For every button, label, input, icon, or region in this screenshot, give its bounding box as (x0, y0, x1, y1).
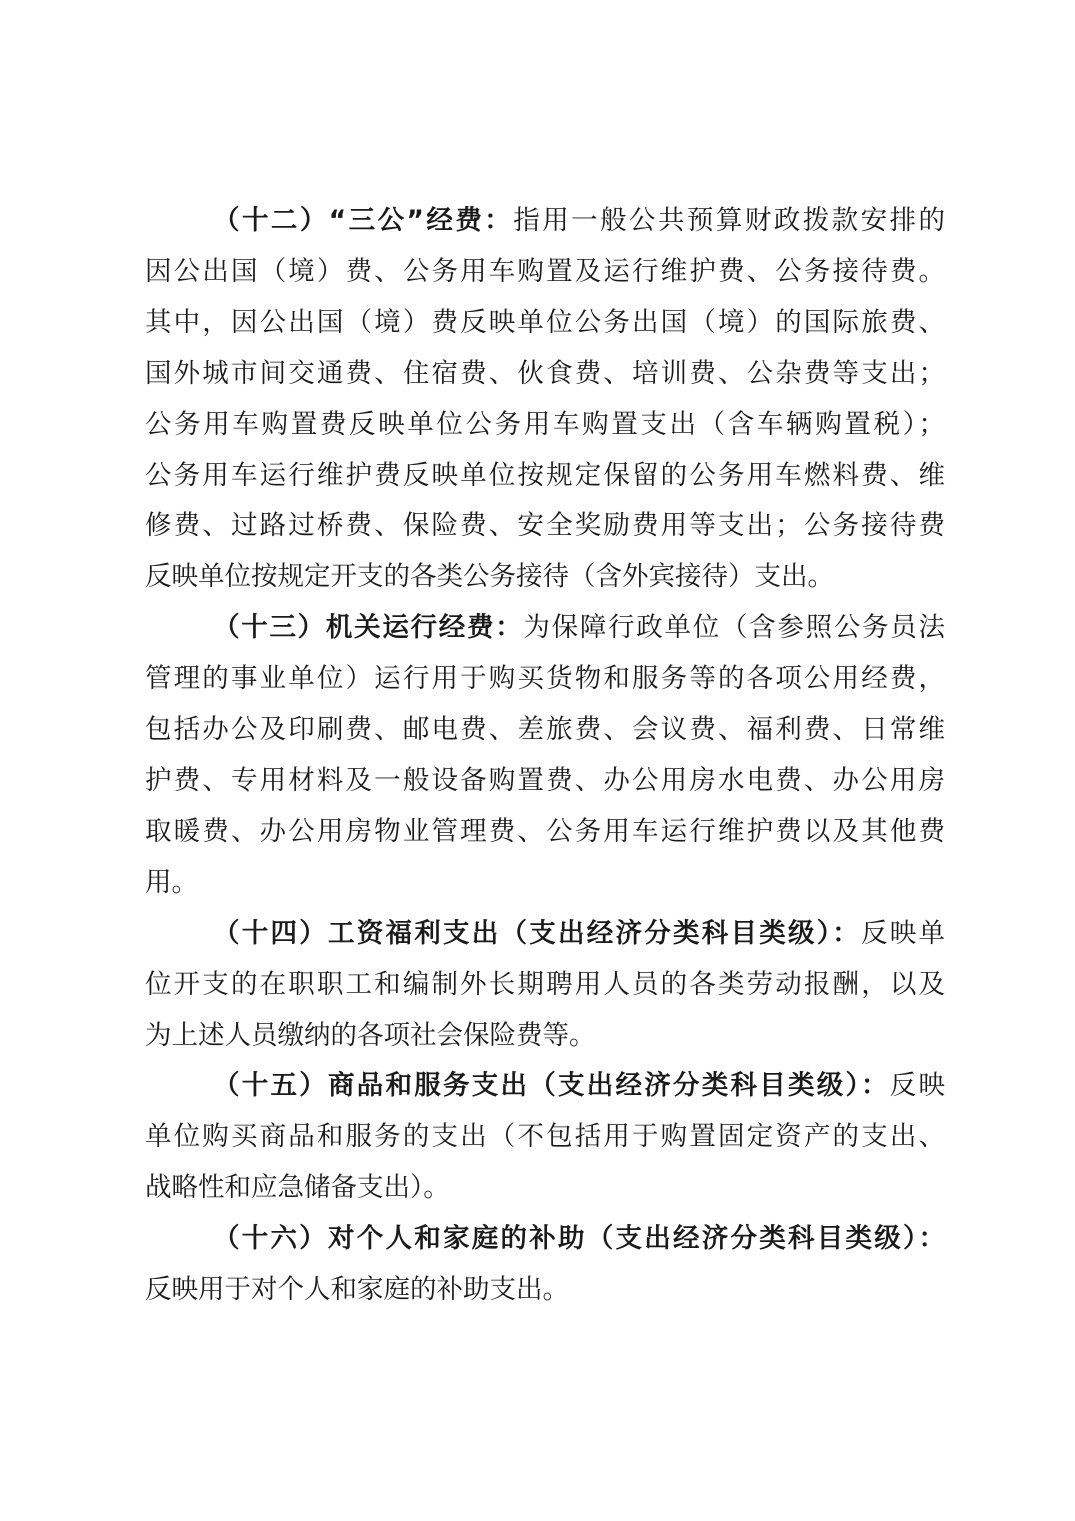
text-line: 反映单位按规定开支的各类公务接待（含外宾接待）支出。 (145, 561, 834, 593)
text-line: 修费、过路过桥费、保险费、安全奖励费用等支出；公务接待费 (145, 510, 945, 542)
text-line: 护费、专用材料及一般设备购置费、办公用房水电费、办公用房 (145, 764, 945, 796)
text-line: 其中，因公出国（境）费反映单位公务出国（境）的国际旅费、 (145, 306, 945, 338)
section-term: （十五）商品和服务支出（支出经济分类科目类级）： (213, 1070, 890, 1102)
line-text: 指用一般公共预算财政拨款安排的 (513, 205, 945, 236)
text-line: 因公出国（境）费、公务用车购置及运行维护费、公务接待费。 (145, 255, 945, 287)
text-line (145, 603, 945, 654)
document-body (145, 196, 945, 1316)
line-text: 反映 (889, 1070, 945, 1102)
text-line: 战略性和应急储备支出）。 (145, 1172, 450, 1204)
text-line (145, 909, 945, 960)
section-term: （十六）对个人和家庭的补助（支出经济分类科目类级）： (213, 1223, 945, 1255)
line-text: 反映单 (861, 917, 945, 949)
paragraph-sixteen (145, 1214, 945, 1316)
text-line: 单位购买商品和服务的支出（不包括用于购置固定资产的支出、 (145, 1121, 945, 1153)
line-text: 为保障行政单位（含参照公务员法 (523, 612, 946, 644)
text-line: 位开支的在职职工和编制外长期聘用人员的各类劳动报酬，以及 (145, 968, 945, 1000)
text-line: 为上述人员缴纳的各项社会保险费等。 (145, 1019, 596, 1051)
text-line: 包括办公及印刷费、邮电费、差旅费、会议费、福利费、日常维 (145, 714, 945, 746)
text-line: 公务用车运行维护费反映单位按规定保留的公务用车燃料费、维 (145, 459, 945, 491)
section-term: （十四）工资福利支出（支出经济分类科目类级）： (213, 917, 861, 949)
text-line: 反映用于对个人和家庭的补助支出。 (145, 1274, 569, 1306)
section-term: （十二）“三公”经费： (213, 205, 514, 236)
text-line: 管理的事业单位）运行用于购买货物和服务等的各项公用经费， (145, 663, 945, 695)
section-term: （十三）机关运行经费： (213, 612, 524, 644)
text-line (145, 1214, 945, 1265)
paragraph-fifteen (145, 1061, 945, 1214)
text-line (145, 1061, 945, 1112)
text-line: 公务用车购置费反映单位公务用车购置支出（含车辆购置税）； (145, 408, 945, 440)
paragraph-twelve (145, 196, 945, 603)
paragraph-thirteen (145, 603, 945, 908)
text-line: 用。 (145, 866, 198, 898)
text-line: 国外城市间交通费、住宿费、伙食费、培训费、公杂费等支出； (145, 357, 945, 389)
text-line (145, 196, 945, 247)
paragraph-fourteen (145, 909, 945, 1062)
text-line: 取暖费、办公用房物业管理费、公务用车运行维护费以及其他费 (145, 815, 945, 847)
